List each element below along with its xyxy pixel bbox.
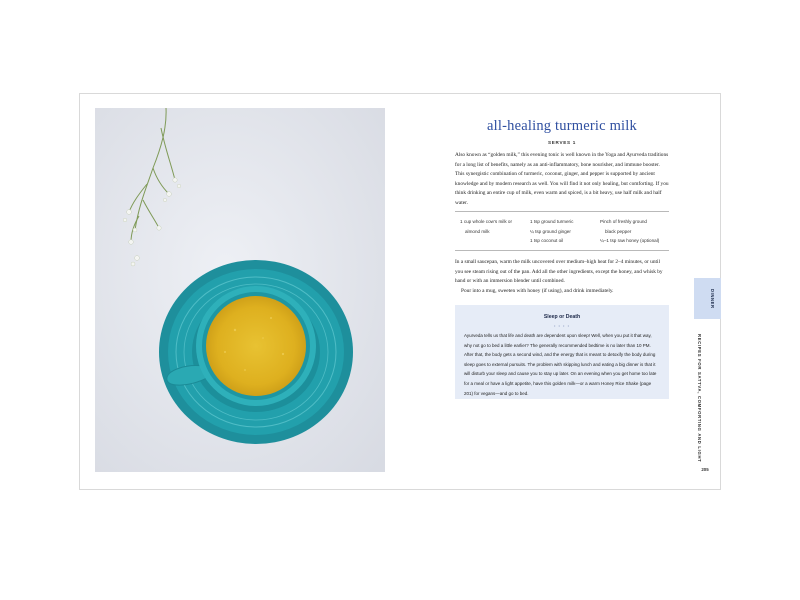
sidebar-text: Ayurveda tells us that life and death are dependent upon sleep! Well, when you put it that way, why not go to bed a little earlier? The generally recommended bedtime is no later than 10 PM. After that, the body gets a second wind, and the energy that is meant to detoxify the body during sleep goes to external pursuits. The problem with skipping lunch and eating a big dinner is that it will disturb your sleep and cause you to stay up later. On an evening when you get home too late for a meal or have a light appetite, have this golden milk—or a warm Honey Rice Shake (page 201) for vegans—and go to bed.: [464, 333, 657, 396]
ingredient: ¼ tsp ground ginger: [530, 228, 571, 234]
ingredients-bottom-rule: [455, 250, 669, 251]
ingredient: black pepper: [605, 228, 632, 234]
ingredients-col-3: [600, 217, 659, 246]
ingredient: 1 tsp ground turmeric: [530, 219, 574, 224]
serves-label: SERVES 1: [548, 140, 576, 145]
ingredient: almond milk: [465, 228, 490, 234]
ingredient: ¼–1 tsp raw honey (optional): [600, 238, 660, 243]
recipe-intro: Also known as “golden milk,” this evening tonic is well known in the Yoga and Ayurveda traditions for a long list of benefits, namely as an anti-inflammatory, bone nourisher, and immune booster. This synergistic combination of turmeric, coconut, ginger, and pepper is supported by ancient knowledge and by modern research as well. You will find it not only healing, but comforting. If you think drinking an entire cup of milk, even warm and spiced, is a bit heavy, use half milk and half water.: [455, 152, 669, 206]
ingredients-top-rule: [455, 211, 669, 212]
running-head: RECIPES FOR SATTVA, COMFORTING AND LIGHT: [697, 334, 702, 463]
turmeric-milk-cup-photo: [95, 108, 385, 472]
method-step: In a small saucepan, warm the milk uncovered over medium–high heat for 2–4 minutes, or until you see steam rising out of the pan. Add all the other ingredients, except the honey, and whisk by hand or with an immersion blender until combined.: [455, 259, 663, 285]
section-tab: [694, 278, 721, 319]
sidebar-heading: Sleep or Death: [543, 314, 581, 320]
ingredient: 1 tsp coconut oil: [530, 238, 564, 243]
turmeric-milk-photo: [95, 108, 385, 472]
ingredient: Pinch of freshly ground: [600, 219, 647, 224]
sidebar-divider: • • • •: [554, 323, 570, 328]
ingredient: 1 cup whole cow’s milk or: [460, 219, 512, 224]
page-number: 205: [701, 467, 709, 472]
recipe-method: [455, 258, 669, 296]
ingredients-col-1: [460, 217, 512, 236]
recipe-title: all-healing turmeric milk: [487, 118, 637, 134]
method-step: Pour into a mug, sweeten with honey (if using), and drink immediately.: [461, 287, 614, 294]
section-tab-label: DINNER: [710, 288, 715, 309]
ingredients-col-2: [530, 217, 573, 246]
sleep-or-death-sidebar: [455, 305, 669, 399]
